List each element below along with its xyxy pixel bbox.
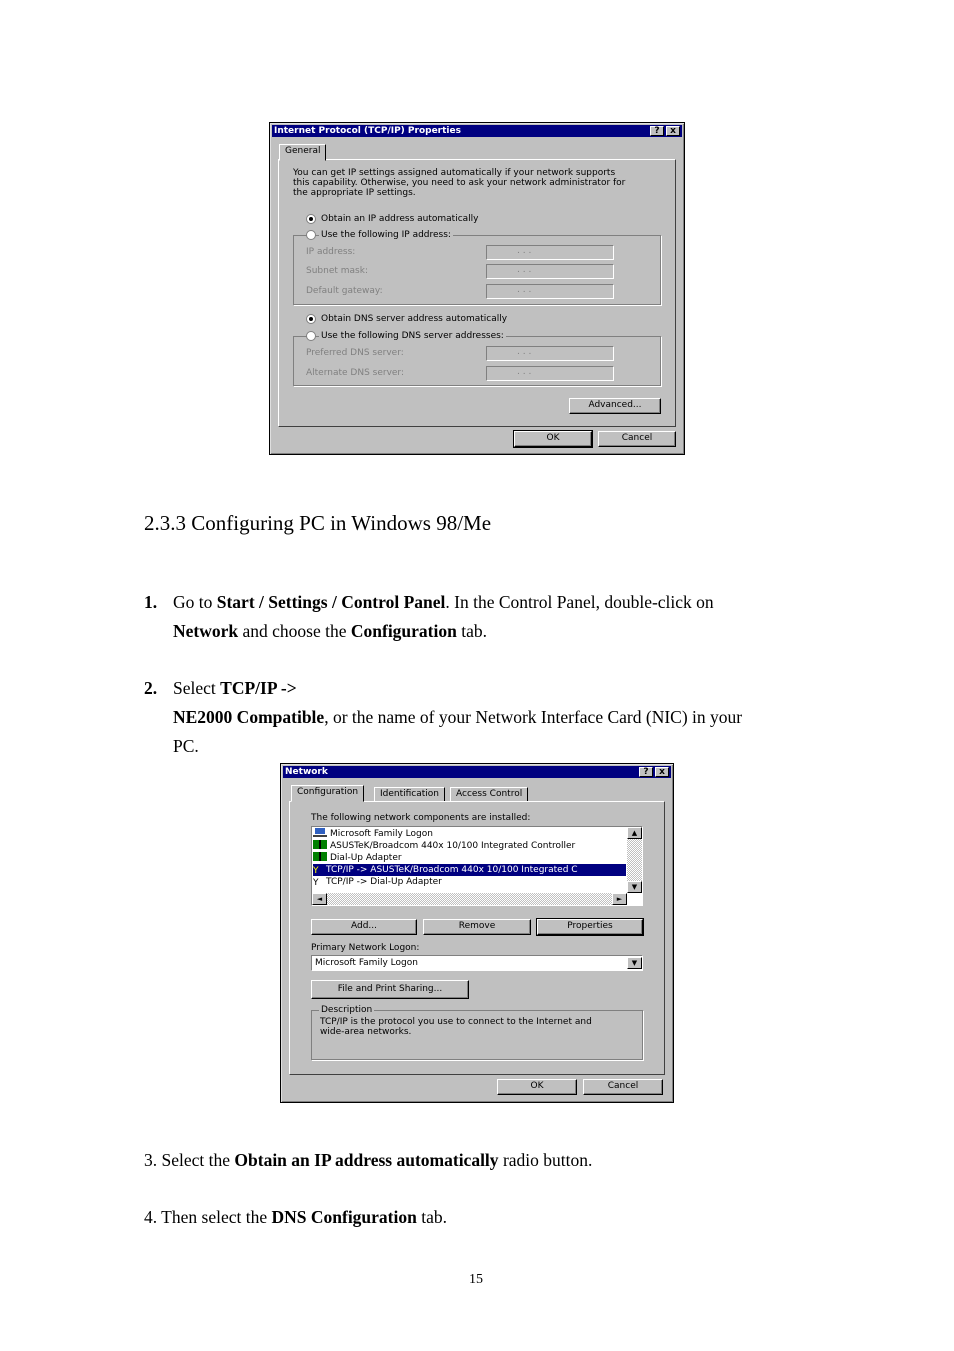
tab-configuration[interactable]: Configuration [291, 785, 364, 802]
network-card-icon [313, 852, 327, 861]
primary-logon-value: Microsoft Family Logon [315, 958, 418, 968]
horizontal-scrollbar-track[interactable] [327, 893, 612, 905]
use-dns-label[interactable]: Use the following DNS server addresses: [321, 331, 504, 341]
intro-text-line3: the appropriate IP settings. [293, 188, 416, 198]
tab-general[interactable]: General [279, 144, 326, 161]
family-logon-icon [313, 828, 327, 837]
tcpip-properties-dialog [269, 122, 685, 455]
chevron-down-icon[interactable]: ▼ [627, 957, 642, 969]
alternate-dns-field[interactable]: . . . [486, 366, 614, 381]
file-print-sharing-button[interactable]: File and Print Sharing... [311, 980, 469, 999]
alternate-dns-label: Alternate DNS server: [306, 368, 405, 378]
subnet-mask-label: Subnet mask: [306, 266, 368, 276]
step2-text: , or the name of your Network Interface Card (NIC) in your [324, 707, 743, 727]
step2-text: Select [173, 678, 221, 698]
obtain-ip-radio[interactable] [306, 214, 316, 224]
default-gateway-field[interactable]: . . . [486, 284, 614, 299]
step4-text: tab. [416, 1207, 447, 1227]
description-text-line2: wide-area networks. [320, 1027, 412, 1037]
section-heading: 2.3.3 Configuring PC in Windows 98/Me [144, 511, 492, 535]
list-item-label: TCP/IP -> ASUSTeK/Broadcom 440x 10/100 Integrated C [326, 865, 578, 875]
step1-line2 [173, 620, 487, 642]
step1-text: Go to [173, 592, 217, 612]
use-ip-radio[interactable] [306, 230, 316, 240]
obtain-dns-radio[interactable] [306, 314, 316, 324]
tab-identification[interactable]: Identification [374, 787, 445, 802]
tab-access-control[interactable]: Access Control [450, 787, 528, 802]
step3-text: radio button. [498, 1150, 593, 1170]
step1-line1 [173, 591, 714, 613]
ok-button[interactable]: OK [497, 1079, 577, 1095]
step1-bold-configuration: Configuration [350, 621, 457, 641]
use-dns-radio[interactable] [306, 331, 316, 341]
protocol-icon: Y [313, 878, 319, 888]
list-item[interactable] [313, 876, 442, 888]
close-icon[interactable]: x [655, 767, 669, 777]
cancel-button[interactable]: Cancel [598, 431, 676, 447]
ip-address-label: IP address: [306, 247, 356, 257]
list-item-label: Microsoft Family Logon [330, 829, 433, 839]
step4-line [144, 1206, 447, 1228]
step2-number: 2. [144, 678, 158, 698]
step3-bold-obtain-ip: Obtain an IP address automatically [234, 1150, 499, 1170]
preferred-dns-label: Preferred DNS server: [306, 348, 404, 358]
subnet-mask-field[interactable]: . . . [486, 264, 614, 279]
step2-bold-ne2000: NE2000 Compatible [173, 707, 325, 727]
default-gateway-label: Default gateway: [306, 286, 383, 296]
list-item[interactable] [313, 828, 433, 840]
intro-text-line2: this capability. Otherwise, you need to ask your network administrator for [293, 178, 626, 188]
scroll-up-icon[interactable]: ▲ [627, 827, 642, 839]
properties-button[interactable]: Properties [537, 919, 643, 935]
add-button[interactable]: Add... [311, 919, 417, 935]
intro-text-line1: You can get IP settings assigned automatically if your network supports [293, 168, 616, 178]
use-ip-label[interactable]: Use the following IP address: [321, 230, 451, 240]
step4-bold-dns-config: DNS Configuration [271, 1207, 417, 1227]
dialog-titlebar [283, 766, 671, 778]
protocol-icon: Y [313, 866, 319, 876]
list-item[interactable] [313, 852, 402, 864]
list-item-label: ASUSTeK/Broadcom 440x 10/100 Integrated Controller [330, 841, 576, 851]
components-list[interactable] [311, 826, 643, 906]
scroll-down-icon[interactable]: ▼ [627, 881, 642, 893]
scroll-right-icon[interactable]: ► [612, 893, 627, 905]
step1-number: 1. [144, 592, 158, 612]
list-item-label: Dial-Up Adapter [330, 853, 402, 863]
ok-button[interactable]: OK [514, 431, 592, 447]
advanced-button[interactable]: Advanced... [569, 398, 661, 414]
network-dialog [280, 763, 674, 1103]
step2-line3: PC. [173, 736, 199, 756]
vertical-scrollbar-track[interactable] [627, 839, 642, 881]
ip-address-field[interactable]: . . . [486, 245, 614, 260]
step2-bold-tcpip: TCP/IP -> [220, 678, 297, 698]
page-number: 15 [469, 1272, 483, 1287]
list-item-label: TCP/IP -> Dial-Up Adapter [326, 877, 442, 887]
remove-button[interactable]: Remove [423, 919, 531, 935]
dialog-titlebar [272, 125, 682, 137]
step1-text: tab. [456, 621, 487, 641]
dialog-title: Network [285, 767, 328, 777]
step1-bold-path: Start / Settings / Control Panel [216, 592, 446, 612]
list-item-selected[interactable] [313, 864, 626, 876]
preferred-dns-field[interactable]: . . . [486, 346, 614, 361]
obtain-dns-label[interactable]: Obtain DNS server address automatically [321, 314, 508, 324]
step2-line2 [173, 706, 742, 728]
primary-logon-select[interactable] [311, 955, 643, 971]
step3-line [144, 1149, 592, 1171]
step2-line1 [173, 677, 297, 699]
network-card-icon [313, 840, 327, 849]
step1-text: . In the Control Panel, double-click on [445, 592, 714, 612]
list-item[interactable] [313, 840, 575, 852]
step4-text: 4. Then select the [144, 1207, 272, 1227]
primary-logon-label: Primary Network Logon: [311, 943, 420, 953]
close-icon[interactable]: x [666, 126, 680, 136]
description-text-line1: TCP/IP is the protocol you use to connect to the Internet and [320, 1017, 592, 1027]
step1-bold-network: Network [173, 621, 239, 641]
scroll-left-icon[interactable]: ◄ [312, 893, 327, 905]
components-label: The following network components are installed: [311, 813, 531, 823]
help-button[interactable]: ? [639, 767, 653, 777]
obtain-ip-label[interactable]: Obtain an IP address automatically [321, 214, 479, 224]
help-button[interactable]: ? [650, 126, 664, 136]
description-label: Description [321, 1005, 373, 1015]
step1-text: and choose the [238, 621, 351, 641]
dialog-title: Internet Protocol (TCP/IP) Properties [274, 126, 461, 136]
step3-text: 3. Select the [144, 1150, 235, 1170]
cancel-button[interactable]: Cancel [583, 1079, 663, 1095]
